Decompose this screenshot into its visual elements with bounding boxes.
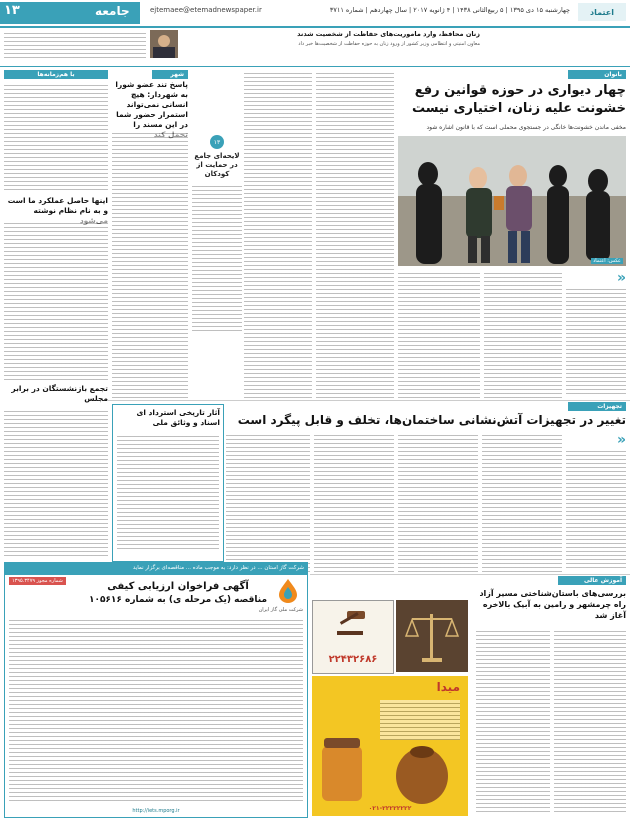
divider-top (0, 66, 630, 67)
middle-kicker: تجهیزات (568, 402, 626, 411)
middle-body-2 (398, 432, 478, 572)
newspaper-logo: اعتماد (578, 3, 626, 21)
divider-bottom (310, 574, 630, 575)
middle-quote-col (566, 432, 626, 572)
section-email[interactable]: ejtemaee@etemadnewspaper.ir (150, 6, 262, 14)
main-photo (398, 136, 626, 266)
main-headline: چهار دیواری در حوزه قوانین رفع خشونت علیه زنان، اختیاری نیست (411, 83, 626, 116)
author-photo (150, 30, 178, 58)
left-headline-3: تجمع بازنشستگان در برابر مجلس (11, 384, 108, 403)
main-body-col-4 (244, 70, 312, 400)
main-body-col-3 (316, 70, 394, 400)
medical-ad-phone: ۰۲۱-۲۲۲۲۲۲۲۲ (368, 805, 412, 812)
main-body-col-1 (484, 270, 562, 398)
side-body (112, 130, 188, 400)
narrow-body (192, 183, 242, 333)
tender-ad (4, 562, 308, 818)
main-quote-text (566, 286, 626, 396)
tender-company: شرکت ملی گاز ایران (258, 607, 303, 613)
left-body-2 (4, 220, 108, 380)
tender-body (9, 617, 303, 802)
left-body-1 (4, 82, 108, 192)
gas-company-logo (275, 577, 301, 603)
history-box (112, 404, 224, 562)
history-body (117, 433, 219, 551)
top-story-kicker: زنان محافظ، وارد ماموریت‌های حفاظت از شخصیت شدند (297, 30, 480, 38)
law-office-phone: ۲۲۴۳۲۶۸۶ (328, 654, 378, 665)
middle-body-4 (226, 432, 310, 572)
main-subhead: مخفی ماندن خشونت‌ها خانگی در جستجوی محملی است که با قانون اشاره شود (426, 124, 626, 131)
tender-top-banner: شرکت گاز استان ... در نظر دارد: به موجب ماده ... مناقصه‌ای برگزار نماید (5, 563, 307, 575)
middle-headline: تغییر در تجهیزات آتش‌نشانی ساختمان‌ها، تخلف و قابل پیگرد است (237, 413, 626, 427)
left-headline-2: اینها حاصل عملکرد ما است و به نام نظام نوشته (7, 196, 108, 215)
page-number: ۱۳ (4, 3, 20, 18)
medical-ad-title: میدا (436, 680, 460, 694)
top-story-lead: معاون امنیتی و انتظامی وزیر کشور از ورود زنان به حوزه حفاظت از شخصیت‌ها خبر داد (298, 41, 480, 47)
tender-number-tag: شماره مجوز ۱۳۹۵.۳۴۷۹ (9, 577, 66, 585)
law-office-ad (312, 600, 394, 674)
narrow-headline: لایحه‌ای جامع در حمایت از کودکان (194, 152, 240, 178)
bottom-right-body-2 (476, 628, 550, 814)
top-story (150, 30, 480, 60)
side-headline: پاسخ تند عضو شورا به شهردار: هیچ انسانی نمی‌تواند استمرار حضور شما در این مسند را (115, 80, 188, 129)
dateline: چهارشنبه ۱۵ دی ۱۳۹۵ | ۵ ربیع‌الثانی ۱۴۳۸ | ۴ ژانویه ۲۰۱۷ | سال چهاردهم | شماره ۳۷۱۱ (329, 6, 570, 14)
narrow-kicker-badge: ۱۳ (210, 135, 224, 149)
medical-ad (312, 676, 468, 816)
section-name: جامعه (95, 4, 130, 18)
main-kicker: بانوان (568, 70, 626, 79)
street-women-illustration (398, 136, 626, 266)
honey-jar-icon (312, 676, 468, 816)
top-left-text (4, 30, 146, 58)
main-body-col-2 (398, 270, 480, 398)
history-headline: آثار تاریخی استرداد ای اسناد و وثائق ملی (136, 408, 220, 427)
left-body-3 (4, 408, 108, 558)
tender-title: آگهی فراخوان ارزیابی کیفی (107, 581, 249, 592)
middle-body-3 (314, 432, 394, 572)
tender-website[interactable]: http://iets.mporg.ir (132, 808, 180, 814)
narrow-col (192, 135, 242, 333)
photo-caption: عکس: اعتماد (593, 258, 621, 264)
left-bar-1: با هم‌زمانه‌ها (4, 70, 108, 79)
side-kicker: شهر (152, 70, 188, 79)
tender-subtitle: مناقصه (یک مرحله ی) به شماره ۱۰۵۶۱۶ (88, 595, 268, 605)
bottom-right-body-1 (554, 628, 626, 814)
divider-middle (108, 400, 630, 401)
main-quote-col (566, 270, 626, 398)
medical-ad-text (380, 700, 460, 740)
bottom-right-kicker: آموزش عالی (558, 576, 626, 585)
quote-mark: « (616, 270, 626, 286)
middle-quote-text (566, 448, 626, 568)
gavel-icon (333, 607, 373, 637)
middle-body-1 (482, 432, 562, 572)
bottom-right-headline: بررسی‌های باستان‌شناختی مسیر آزاد راه چرمشهر و رامین به آبیک بالاخره آغاز شد (479, 589, 626, 620)
law-photo-ad (396, 600, 468, 672)
middle-quote-mark: « (616, 432, 626, 448)
scales-of-justice-icon (396, 600, 468, 672)
